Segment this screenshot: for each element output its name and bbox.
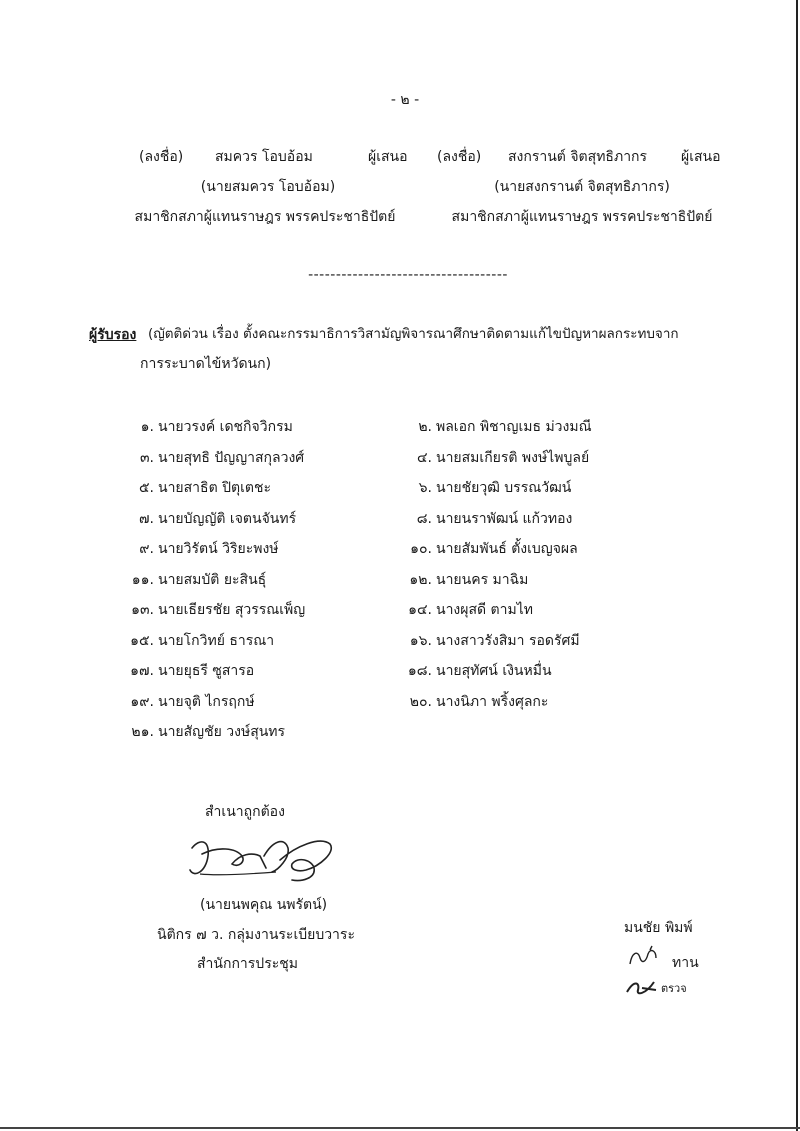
endorser-item xyxy=(112,725,285,739)
endorser-name: นายเธียรชัย สุวรรณเพ็ญ xyxy=(158,602,306,618)
separator-line: ------------------------------------ xyxy=(308,267,508,283)
endorser-name: นางสาวรังสิมา รอดรัศมี xyxy=(436,632,580,649)
endorser-number: ๓. xyxy=(139,449,154,466)
endorser-item xyxy=(390,420,592,434)
endorser-number: ๑๗. xyxy=(130,663,154,679)
endorser-name: นายนคร มาฉิม xyxy=(436,571,529,588)
endorser-name: นายสุทัศน์ เงินหมื่น xyxy=(436,663,552,679)
endorser-item xyxy=(390,603,533,617)
reviewer-initials xyxy=(626,944,662,970)
proposer-role: ผู้เสนอ xyxy=(681,149,721,165)
endorser-number: ๑๖. xyxy=(409,632,432,649)
endorser-number: ๒๑. xyxy=(131,724,154,740)
endorser-name: นายสุทธิ ปัญญาสกุลวงศ์ xyxy=(158,449,305,466)
motion-title-line-1: (ญัตติด่วน เรื่อง ตั้งคณะกรรมาธิการวิสามัญพิจารณาศึกษาติดตามแก้ไขปัญหาผลกระทบจาก xyxy=(148,326,679,342)
endorser-name: นายสาธิต ปิตุเตชะ xyxy=(158,480,272,496)
reviewer-note: ทาน xyxy=(672,955,699,971)
endorsers-label: ผู้รับรอง xyxy=(89,327,137,343)
endorser-name: นางนิภา พริ้งศุลกะ xyxy=(436,693,549,710)
endorser-item xyxy=(390,573,528,587)
page-border-bottom xyxy=(0,1127,800,1129)
certifier-name: (นายนพคุณ นพรัตน์) xyxy=(200,897,328,913)
endorser-item xyxy=(112,542,279,556)
endorser-item xyxy=(390,634,580,648)
endorser-number: ๑๔. xyxy=(408,602,432,618)
endorser-item xyxy=(390,542,578,556)
proposer-name: สงกรานต์ จิตสุทธิภากร xyxy=(508,149,648,165)
endorser-number: ๑๙. xyxy=(130,693,154,710)
endorser-number: ๒. xyxy=(418,419,432,435)
endorser-number: ๙. xyxy=(139,541,154,557)
sign-prefix: (ลงชื่อ) xyxy=(437,149,482,165)
endorser-name: นางผุสดี ตามไท xyxy=(436,602,534,618)
certifier-position: นิติกร ๗ ว. กลุ่มงานระเบียบวาระ xyxy=(157,927,355,943)
endorser-item xyxy=(390,451,589,465)
proposer-full-name: (นายสงกรานต์ จิตสุทธิภากร) xyxy=(494,179,670,195)
endorser-number: ๑๕. xyxy=(130,632,154,649)
sign-prefix: (ลงชื่อ) xyxy=(139,149,184,165)
page-border-right xyxy=(796,0,798,1131)
checker-initials xyxy=(624,976,658,998)
proposer-title: สมาชิกสภาผู้แทนราษฎร พรรคประชาธิปัตย์ xyxy=(451,209,713,225)
endorser-name: นายบัญญัติ เจตนจันทร์ xyxy=(158,510,297,527)
endorser-name: นายสัมพันธ์ ตั้งเบญจผล xyxy=(436,541,578,557)
endorser-item xyxy=(390,695,548,709)
endorser-item xyxy=(112,481,271,495)
endorser-name: นายจุติ ไกรฤกษ์ xyxy=(158,693,255,710)
proposer-name: สมควร โอบอ้อม xyxy=(215,149,313,165)
endorser-name: นายโกวิทย์ ธารณา xyxy=(158,632,275,649)
endorser-name: นายวรงค์ เดชกิจวิกรม xyxy=(158,419,293,435)
endorser-name: นายนราพัฒน์ แก้วทอง xyxy=(436,510,573,527)
endorser-item xyxy=(112,603,305,617)
endorser-item xyxy=(112,512,296,526)
endorser-item xyxy=(390,664,552,678)
endorser-number: ๒๐. xyxy=(409,693,432,710)
endorser-number: ๖. xyxy=(418,480,432,496)
endorser-name: พลเอก พิชาญเมธ ม่วงมณี xyxy=(436,419,592,435)
page-number: - ๒ - xyxy=(390,92,420,108)
proposer-full-name: (นายสมควร โอบอ้อม) xyxy=(200,179,336,195)
certifier-office: สำนักการประชุม xyxy=(197,956,298,972)
endorser-name: นายสมบัติ ยะสินธุ์ xyxy=(158,571,267,588)
proposer-title: สมาชิกสภาผู้แทนราษฎร พรรคประชาธิปัตย์ xyxy=(134,209,396,225)
endorser-number: ๑๘. xyxy=(407,663,432,679)
endorser-number: ๑๑. xyxy=(131,571,154,588)
endorser-item xyxy=(112,664,254,678)
endorser-name: นายชัยวุฒิ บรรณวัฒน์ xyxy=(436,480,572,496)
endorser-item xyxy=(112,451,304,465)
endorser-number: ๕. xyxy=(138,480,154,496)
endorser-item xyxy=(390,481,571,495)
endorser-name: นายยุธรี ซูสารอ xyxy=(158,663,255,679)
endorser-name: นายสมเกียรติ พงษ์ไพบูลย์ xyxy=(436,449,590,466)
endorser-number: ๘. xyxy=(416,510,432,527)
endorser-number: ๑๓. xyxy=(131,602,154,618)
endorser-item xyxy=(390,512,572,526)
endorser-name: นายสัญชัย วงษ์สุนทร xyxy=(158,724,286,740)
motion-title-line-2: การระบาดไข้หวัดนก) xyxy=(140,356,272,372)
endorser-number: ๗. xyxy=(139,510,154,527)
checker-note: ตรวจ xyxy=(661,982,687,995)
endorser-name: นายวิรัตน์ วิริยะพงษ์ xyxy=(158,541,279,557)
endorser-number: ๑๐. xyxy=(410,541,432,557)
certification-label: สำเนาถูกต้อง xyxy=(205,804,285,820)
endorser-item xyxy=(112,695,255,709)
endorser-number: ๑๒. xyxy=(409,571,432,588)
proposer-role: ผู้เสนอ xyxy=(368,149,408,165)
endorser-item xyxy=(112,420,293,434)
endorser-item xyxy=(112,573,266,587)
typist-note: มนชัย พิมพ์ xyxy=(624,920,693,936)
handwritten-signature xyxy=(180,826,340,892)
endorser-number: ๔. xyxy=(416,449,432,466)
endorser-item xyxy=(112,634,274,648)
endorser-number: ๑. xyxy=(140,419,154,435)
